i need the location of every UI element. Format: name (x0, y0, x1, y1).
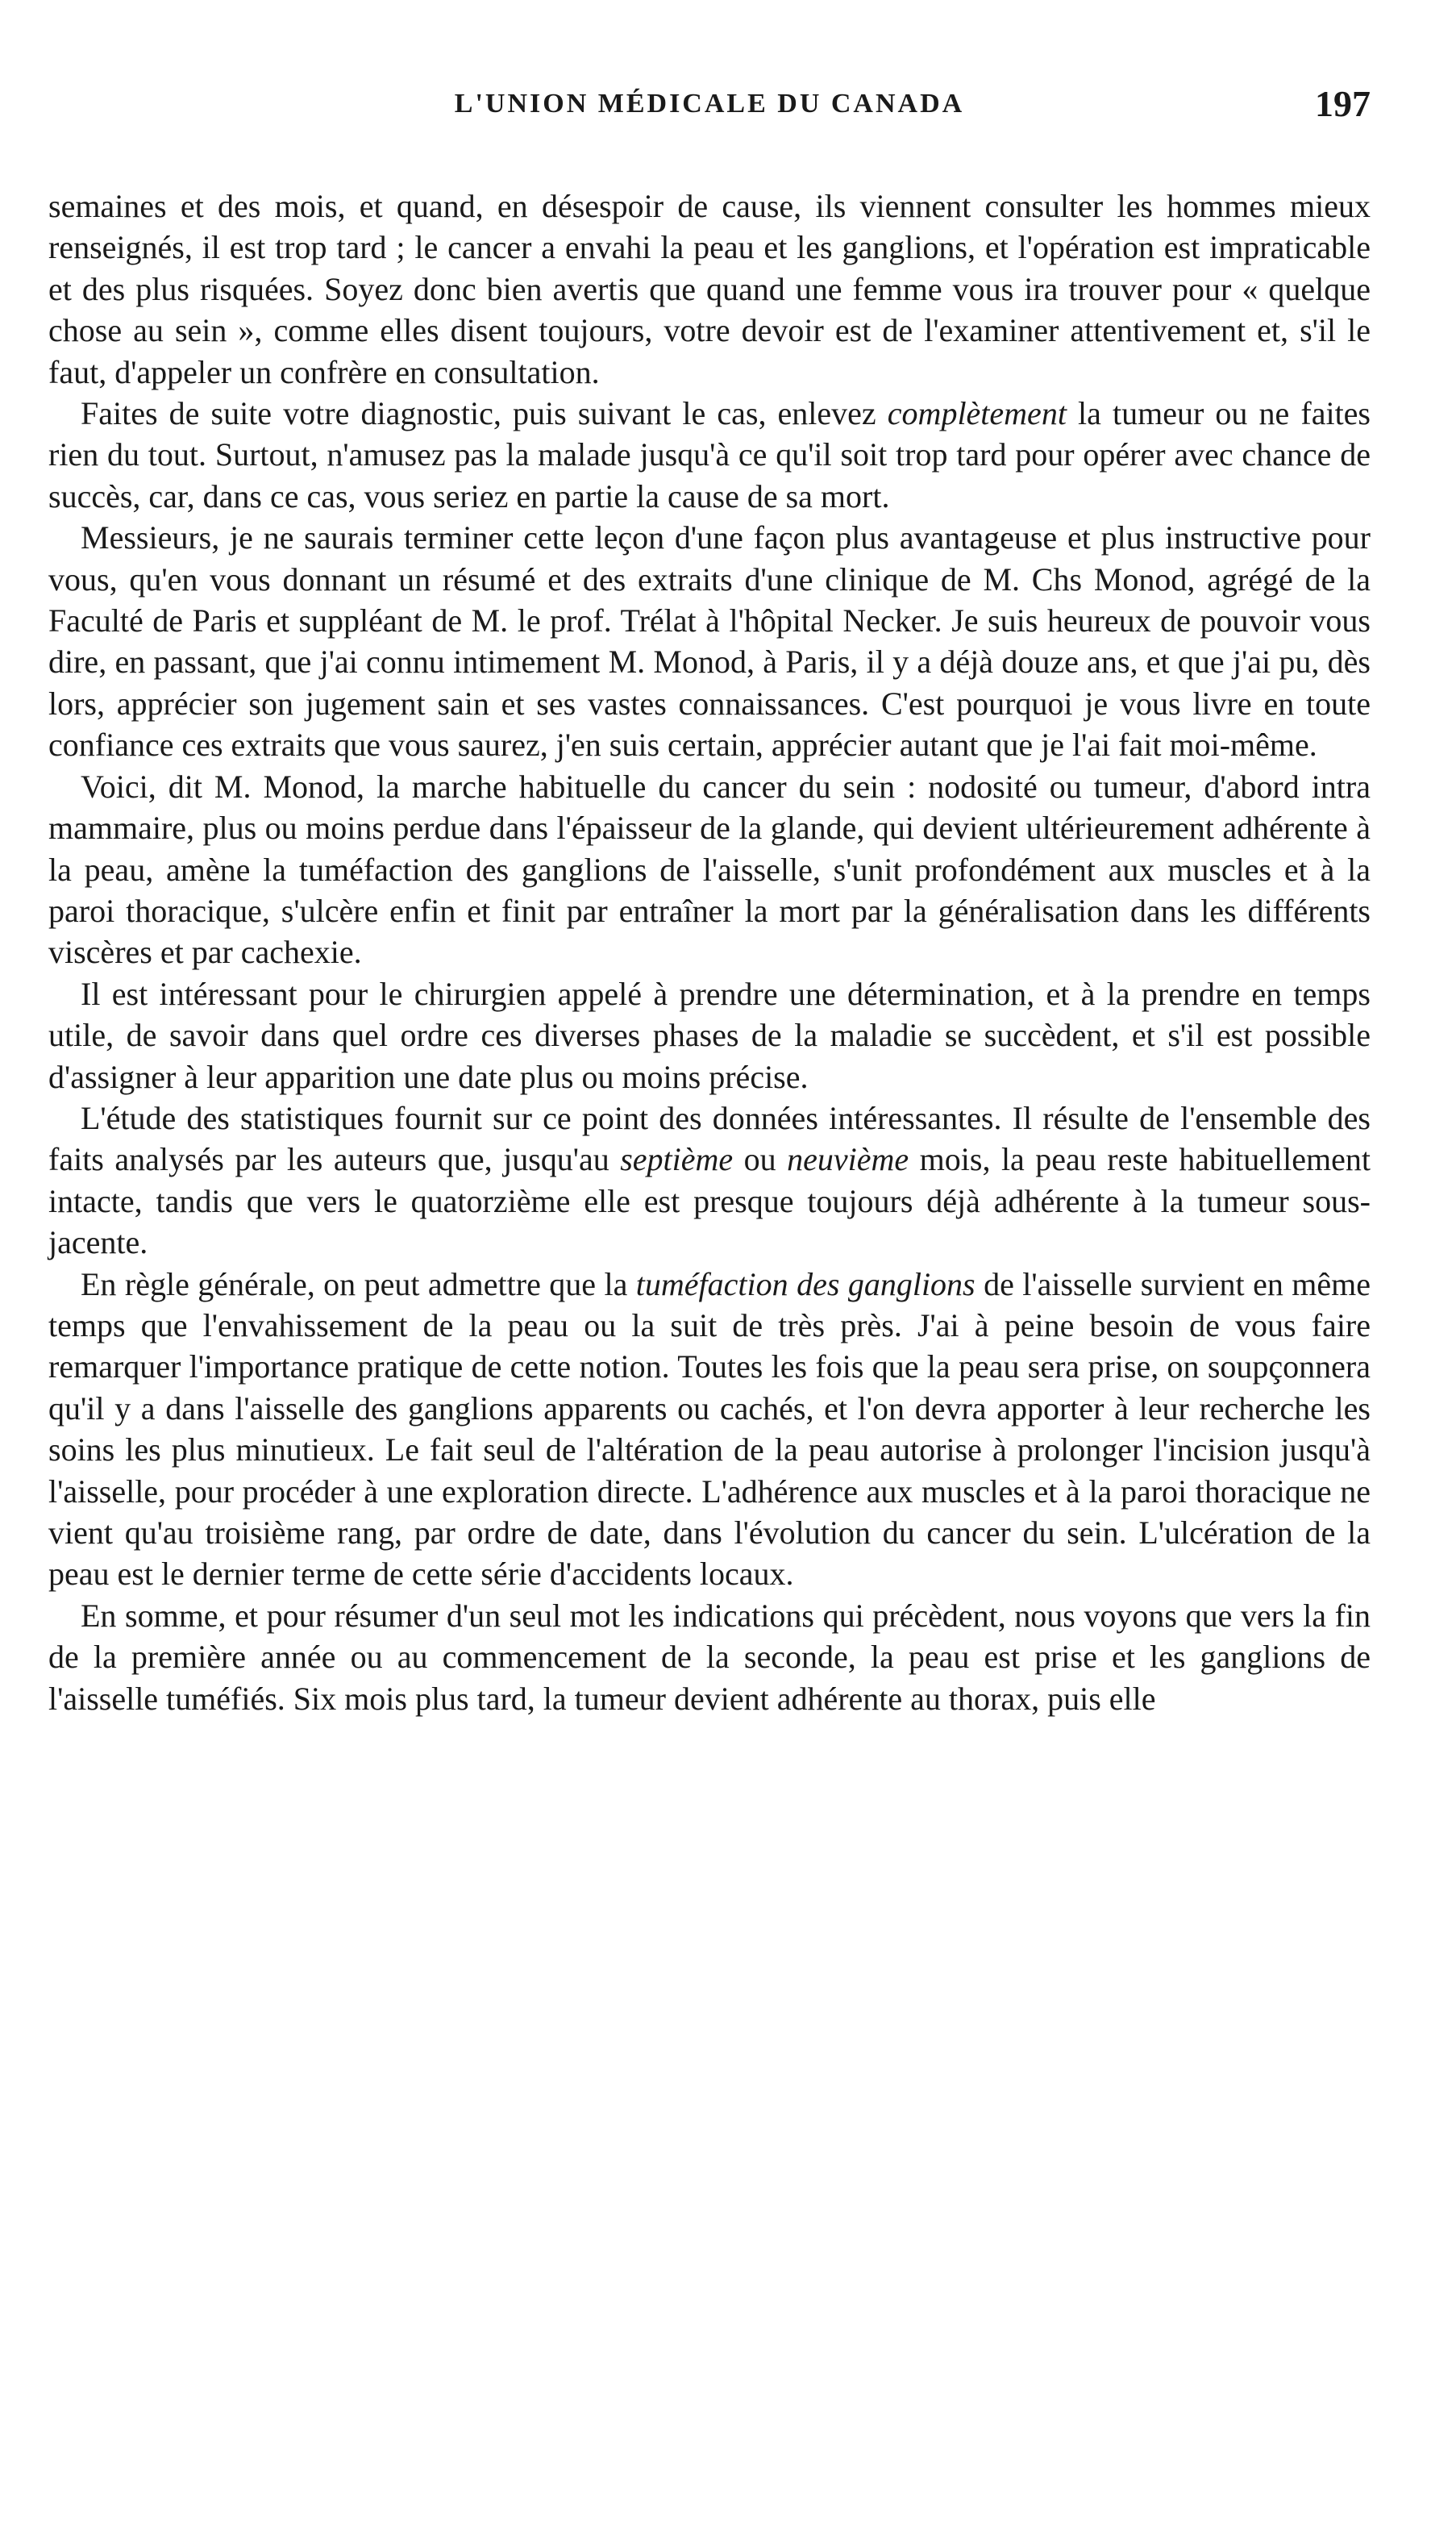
paragraph (48, 1264, 1371, 1595)
paragraph (48, 185, 1371, 393)
page-number: 197 (1315, 83, 1371, 124)
paragraph (48, 1098, 1371, 1264)
paragraph (48, 766, 1371, 973)
document-page (48, 83, 1371, 1719)
running-head (48, 83, 1371, 153)
text-run: semaines et des mois, et quand, en désespoir de cause, ils viennent consulter les hommes mieux renseignés, il est trop tard ; le cancer a envahi la peau et les ganglions, et l'opération est impraticable et des plus risquées. Soyez donc bien avertis que quand une femme vous ira trouver pour « quelque chose au sein », comme elles disent toujours, votre devoir est de l'examiner attentivement et, s'il le faut, d'appeler un confrère en consultation. (48, 188, 1371, 390)
italic-text-run: complètement (887, 395, 1067, 432)
text-run: En règle générale, on peut admettre que la (81, 1265, 636, 1302)
text-run: la tumeur ou ne faites rien du tout. Surtout, n'amusez pas la malade jusqu'à ce qu'il soit trop tard pour opérer avec chance de succès, car, dans ce cas, vous seriez en partie la cause de sa mort. (48, 395, 1371, 514)
paragraph (48, 517, 1371, 765)
text-run: L'étude des statistiques fournit sur ce point des données intéressantes. Il résulte de l'ensemble des faits analysés par les auteurs que, jusqu'au (48, 1099, 1371, 1178)
text-run: Messieurs, je ne saurais terminer cette leçon d'une façon plus avantageuse et plus instructive pour vous, qu'en vous donnant un résumé et des extraits d'une clinique de M. Chs Monod, agrégé de la Faculté de Paris et suppléant de M. le prof. Trélat à l'hôpital Necker. Je suis heureux de pouvoir vous dire, en passant, que j'ai connu intimement M. Monod, à Paris, il y a déjà douze ans, et que j'ai pu, dès lors, apprécier son jugement sain et ses vastes connaissances. C'est pourquoi je vous livre en toute confiance ces extraits que vous saurez, j'en suis certain, apprécier autant que je l'ai fait moi-même. (48, 519, 1371, 764)
italic-text-run: neuvième (787, 1141, 909, 1178)
text-run: En somme, et pour résumer d'un seul mot les indications qui précèdent, nous voyons que vers la fin de la première année ou au commencement de la seconde, la peau est prise et les ganglions de l'aisselle tuméfiés. Six mois plus tard, la tumeur devient adhérente au thorax, puis elle (48, 1597, 1371, 1717)
body-text (48, 185, 1371, 1719)
text-run: mois, la peau reste habituellement intacte, tandis que vers le quatorzième elle est presque toujours déjà adhérente à la tumeur sous-jacente. (48, 1141, 1371, 1261)
text-run: Voici, dit M. Monod, la marche habituelle du cancer du sein : nodosité ou tumeur, d'abord intra mammaire, plus ou moins perdue dans l'épaisseur de la glande, qui devient ultérieurement adhérente à la peau, amène la tuméfaction des ganglions de l'aisselle, s'unit profondément aux muscles et à la paroi thoracique, s'ulcère enfin et finit par entraîner la mort par la généralisation dans les différents viscères et par cachexie. (48, 768, 1371, 971)
text-run: Faites de suite votre diagnostic, puis suivant le cas, enlevez (81, 395, 888, 432)
running-title: L'UNION MÉDICALE DU CANADA (454, 89, 965, 119)
paragraph (48, 1595, 1371, 1719)
italic-text-run: tuméfaction des ganglions (635, 1265, 976, 1302)
text-run: ou (733, 1141, 788, 1178)
paragraph (48, 973, 1371, 1098)
paragraph (48, 393, 1371, 517)
italic-text-run: septième (620, 1141, 734, 1178)
text-run: Il est intéressant pour le chirurgien appelé à prendre une détermination, et à la prendre en temps utile, de savoir dans quel ordre ces diverses phases de la maladie se succèdent, et s'il est possible d'assigner à leur apparition une date plus ou moins précise. (48, 975, 1371, 1095)
text-run: de l'aisselle survient en même temps que l'envahissement de la peau ou la suit de très près. J'ai à peine besoin de vous faire remarquer l'importance pratique de cette notion. Toutes les fois que la peau sera prise, on soupçonnera qu'il y a dans l'aisselle des ganglions apparents ou cachés, et l'on devra apporter à leur recherche les soins les plus minutieux. Le fait seul de l'altération de la peau autorise à prolonger l'incision jusqu'à l'aisselle, pour procéder à une exploration directe. L'adhérence aux muscles et à la paroi thoracique ne vient qu'au troisième rang, par ordre de date, dans l'évolution du cancer du sein. L'ulcération de la peau est le dernier terme de cette série d'accidents locaux. (48, 1265, 1371, 1593)
